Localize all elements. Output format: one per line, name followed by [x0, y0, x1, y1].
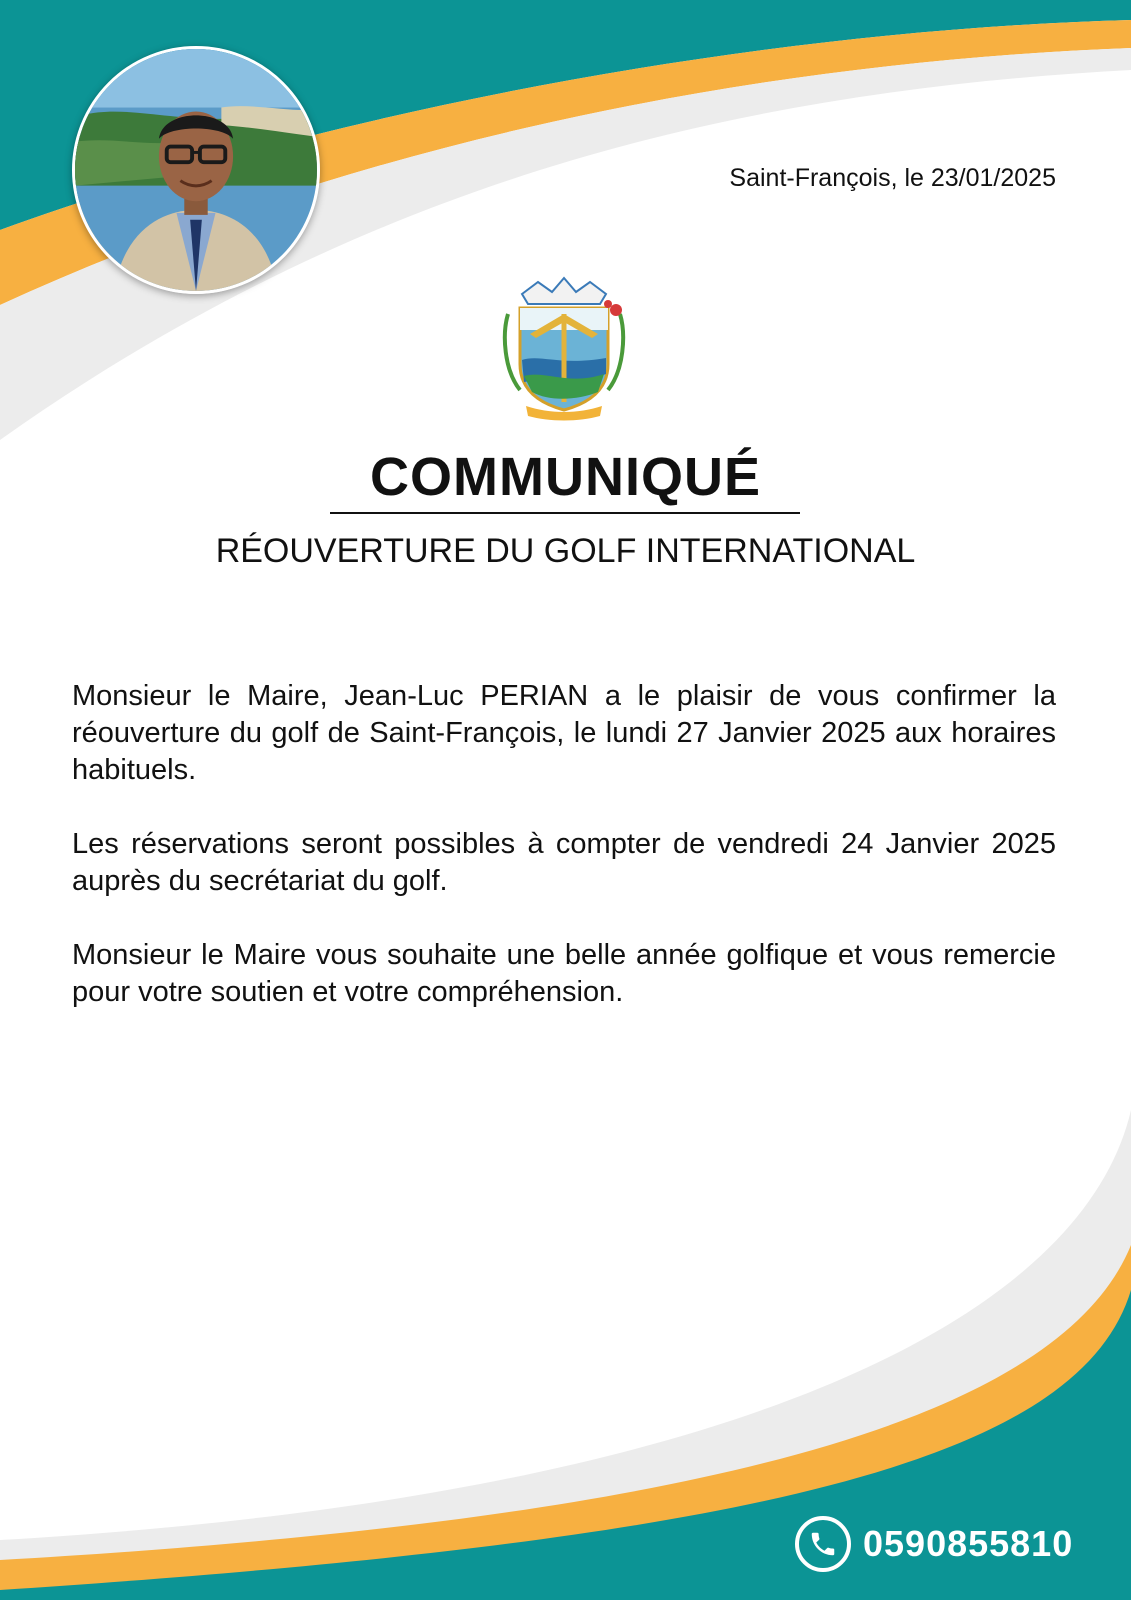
body-paragraph: Monsieur le Maire vous souhaite une belle année golfique et vous remercie pour votre soutien et votre compréhension.	[72, 939, 1056, 1008]
document-subtitle: RÉOUVERTURE DU GOLF INTERNATIONAL	[215, 532, 916, 570]
phone-icon	[795, 1516, 851, 1572]
municipal-coat-of-arms	[500, 274, 628, 422]
body-paragraph: Monsieur le Maire, Jean-Luc PERIAN a le plaisir de vous confirmer la réouverture du golf de Saint-François, le lundi 27 Janvier 2025 aux horaires habituels.	[72, 680, 1056, 786]
document-title: COMMUNIQUÉ	[370, 447, 761, 507]
mayor-portrait-photo	[72, 46, 320, 294]
body-paragraph: Les réservations seront possibles à compter de vendredi 24 Janvier 2025 auprès du secrétariat du golf.	[72, 828, 1056, 897]
title-underline	[330, 512, 800, 514]
phone-number: 0590855810	[863, 1523, 1074, 1564]
communique-body	[72, 678, 1056, 1048]
date-line: Saint-François, le 23/01/2025	[729, 164, 1056, 192]
footer-phone	[795, 1516, 1073, 1572]
